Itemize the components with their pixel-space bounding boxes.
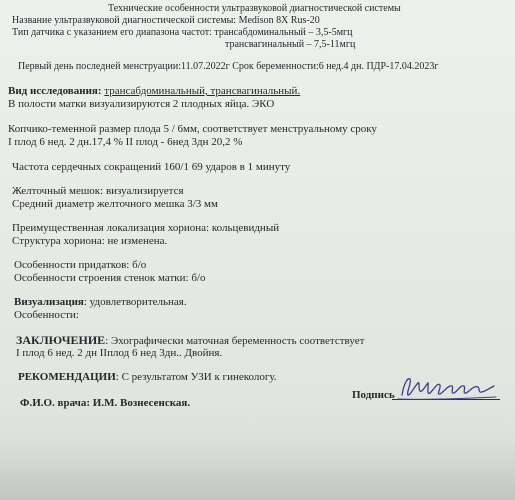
sensor-type-line: Тип датчика с указанием его диапазона частот: трансабдоминальный – 3,5-5мгц [12, 27, 353, 38]
features-line: Особенности: [14, 309, 79, 321]
visualization-label: Визуализация [14, 296, 84, 308]
last-period-line: Первый день последней менструации:11.07.2022г Срок беременности:6 нед.4 дн. ПДР-17.04.2023г [18, 61, 439, 72]
heart-rate-line: Частота сердечных сокращений 160/1 69 ударов в 1 минуту [12, 161, 291, 173]
uterus-walls-line: Особенности строения стенок матки: б/о [14, 272, 206, 284]
gestational-sacs-line: В полости матки визуализируются 2 плодных яйца. ЭКО [8, 98, 275, 110]
crl-line: Копчико-теменной размер плода 5 / 6мм, соответствует менструальному сроку [8, 123, 377, 135]
sensor-type-line-2: трансвагинальный – 7,5-11мгц [225, 39, 356, 50]
signature-label: Подпись [352, 389, 395, 401]
conclusion-text-2: I плод 6 нед. 2 дн IIплод 6 нед 3дн.. Двойня. [16, 347, 223, 359]
conclusion-label: ЗАКЛЮЧЕНИЕ [16, 333, 106, 347]
page-bottom-shadow [0, 440, 515, 500]
doctor-name: И.М. Вознесенская. [92, 397, 191, 409]
chorion-structure-line: Структура хориона: не изменена. [12, 235, 168, 247]
system-name-line: Название ультразвуковой диагностической системы: Medison 8X Rus-20 [12, 15, 320, 26]
exam-type-line [8, 86, 300, 97]
recommendations-line [18, 372, 277, 383]
yolk-sac-diameter-line: Средний диаметр желточного мешка 3/3 мм [12, 198, 218, 210]
visualization-line [14, 297, 187, 308]
appendages-line: Особенности придатков: б/о [14, 259, 147, 271]
exam-type-label: Вид исследования: [8, 85, 102, 97]
conclusion-line [16, 334, 364, 347]
report-title: Технические особенности ультразвуковой диагностической системы [108, 3, 401, 14]
conclusion-text-1: : Эхографически маточная беременность соответствует [105, 335, 365, 347]
fetus-age-line: I плод 6 нед. 2 дн.17,4 % II плод - 6нед 3дн 20,2 % [8, 136, 243, 148]
recommendations-label: РЕКОМЕНДАЦИИ [18, 371, 116, 383]
recommendations-text: : С результатом УЗИ к гинекологу. [115, 371, 277, 383]
yolk-sac-line: Желточный мешок: визуализируется [12, 185, 184, 197]
doctor-label: Ф.И.О. врача: [20, 397, 91, 409]
exam-type-value: трансабдоминальный, трансвагинальный. [104, 85, 301, 97]
visualization-value: : удовлетворительная. [83, 296, 187, 308]
doctor-line [20, 398, 190, 409]
chorion-location-line: Преимущественная локализация хориона: кольцевидный [12, 222, 280, 234]
handwritten-signature [396, 373, 500, 403]
